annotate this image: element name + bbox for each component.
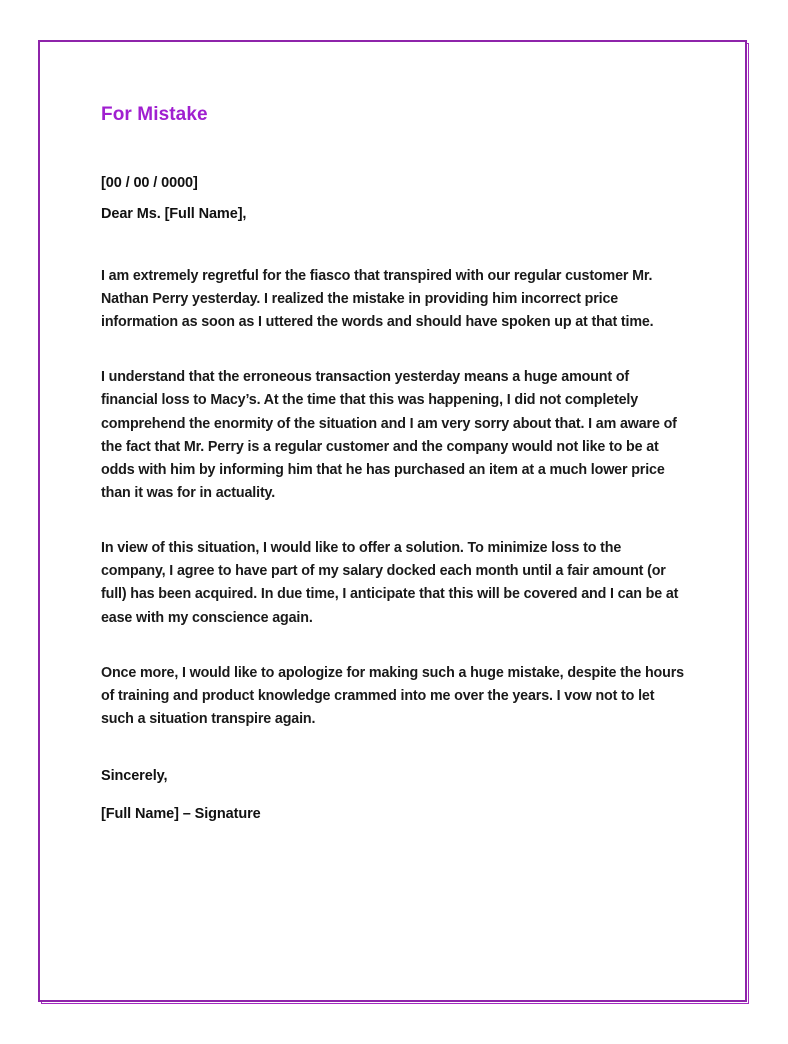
salutation-line: Dear Ms. [Full Name],	[101, 206, 247, 223]
letter-border-frame	[38, 40, 747, 1002]
letter-body	[101, 265, 687, 732]
closing-salutation: Sincerely,	[101, 768, 168, 785]
body-paragraph: In view of this situation, I would like to offer a solution. To minimize loss to the company, I agree to have part of my salary docked each month until a fair amount (or full) has been acquired. In due time, I anticipate that this will be covered and I can be at ease with my conscience again.	[101, 540, 679, 626]
body-paragraph: I understand that the erroneous transaction yesterday means a huge amount of financial loss to Macy’s. At the time that this was happening, I did not completely comprehend the enormity of the situation and I am very sorry about that. I am aware of the fact that Mr. Perry is a regular customer and the company would not like to be at odds with him by informing him that he has purchased an item at a much lower price than it was for in actuality.	[101, 369, 677, 501]
letter-content	[101, 104, 687, 825]
date-line: [00 / 00 / 0000]	[101, 174, 198, 191]
body-paragraph: Once more, I would like to apologize for making such a huge mistake, despite the hours of training and product knowledge crammed into me over the years. I vow not to let such a situation transpire again.	[101, 664, 684, 728]
body-paragraph: I am extremely regretful for the fiasco that transpired with our regular customer Mr. Nathan Perry yesterday. I realized the mistake in providing him incorrect price information as soon as I uttered the words and should have spoken up at that time.	[101, 267, 654, 331]
page-title: For Mistake	[101, 104, 208, 125]
letter-closing	[101, 765, 687, 825]
signature-line: [Full Name] – Signature	[101, 805, 261, 822]
